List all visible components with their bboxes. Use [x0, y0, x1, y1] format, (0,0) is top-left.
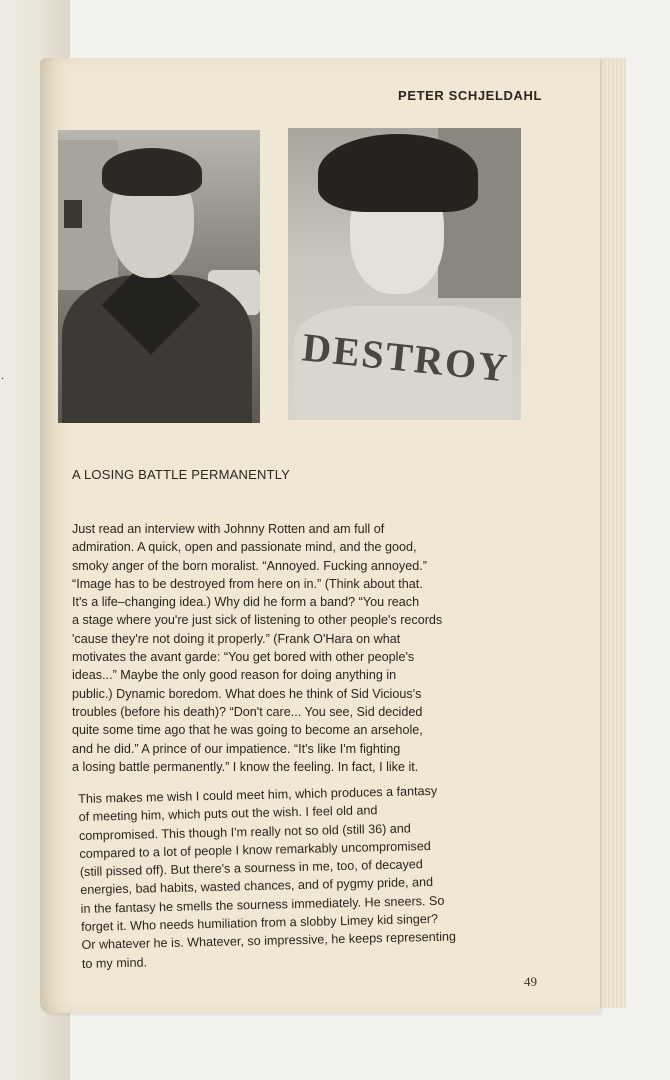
text-line: of meeting him, which puts out the wish. I feel old and: [78, 803, 378, 825]
running-header-author: PETER SCHJELDAHL: [398, 88, 542, 103]
photo-johnny-rotten: [288, 128, 521, 420]
photo-spiky-hair: [318, 134, 478, 212]
text-line: smoky anger of the born moralist. “Annoyed. Fucking annoyed.”: [72, 558, 427, 573]
margin-mark: .: [1, 368, 4, 382]
text-line: compared to a lot of people I know remarkably uncompromised: [79, 838, 431, 861]
text-line: compromised. This though I'm really not so old (still 36) and: [78, 821, 411, 843]
text-line: a losing battle permanently.” I know the feeling. In fact, I like it.: [72, 759, 419, 774]
text-line: in the fantasy he smells the sourness immediately. He sneers. So: [80, 893, 445, 916]
text-line: ideas...” Maybe the only good reason for doing anything in: [72, 668, 397, 683]
text-line: Just read an interview with Johnny Rotten and am full of: [72, 522, 385, 536]
text-line: quite some time ago that he was going to become an arsehole,: [72, 723, 423, 738]
photo-window: [64, 200, 82, 228]
text-line: 'cause they're not doing it properly.” (Frank O'Hara on what: [72, 631, 401, 646]
photo-hair: [102, 148, 202, 196]
text-line: a stage where you're just sick of listening to other people's records: [72, 613, 443, 628]
text-line: It's a life–changing idea.) Why did he form a band? “You reach: [72, 595, 420, 610]
text-line: (still pissed off). But there's a sourness in me, too, of decayed: [79, 857, 424, 880]
text-line: to my mind.: [81, 955, 148, 971]
essay-title: A LOSING BATTLE PERMANENTLY: [72, 467, 291, 482]
text-line: troubles (before his death)? “Don't care... You see, Sid decided: [72, 704, 423, 719]
page-number: 49: [524, 974, 537, 989]
text-line: forget it. Who needs humiliation from a slobby Limey kid singer?: [80, 911, 439, 935]
text-line: This makes me wish I could meet him, which produces a fantasy: [78, 783, 438, 806]
text-line: admiration. A quick, open and passionate mind, and the good,: [72, 540, 417, 555]
photo-man-in-coat: [58, 130, 260, 423]
text-line: energies, bad habits, wasted chances, and of pygmy pride, and: [80, 875, 434, 898]
text-line: public.) Dynamic boredom. What does he think of Sid Vicious's: [72, 686, 422, 701]
text-line: “Image has to be destroyed from here on in.” (Think about that.: [72, 576, 423, 591]
shirt-slogan: DESTROY: [300, 324, 512, 391]
essay-paragraph-2: [78, 782, 457, 973]
essay-paragraph-1: [72, 520, 442, 776]
text-line: motivates the avant garde: “You get bored with other people's: [72, 650, 415, 665]
text-line: Or whatever he is. Whatever, so impressive, he keeps representing: [81, 929, 457, 953]
text-line: and he did.” A prince of our impatience. “It's like I'm fighting: [72, 741, 401, 756]
